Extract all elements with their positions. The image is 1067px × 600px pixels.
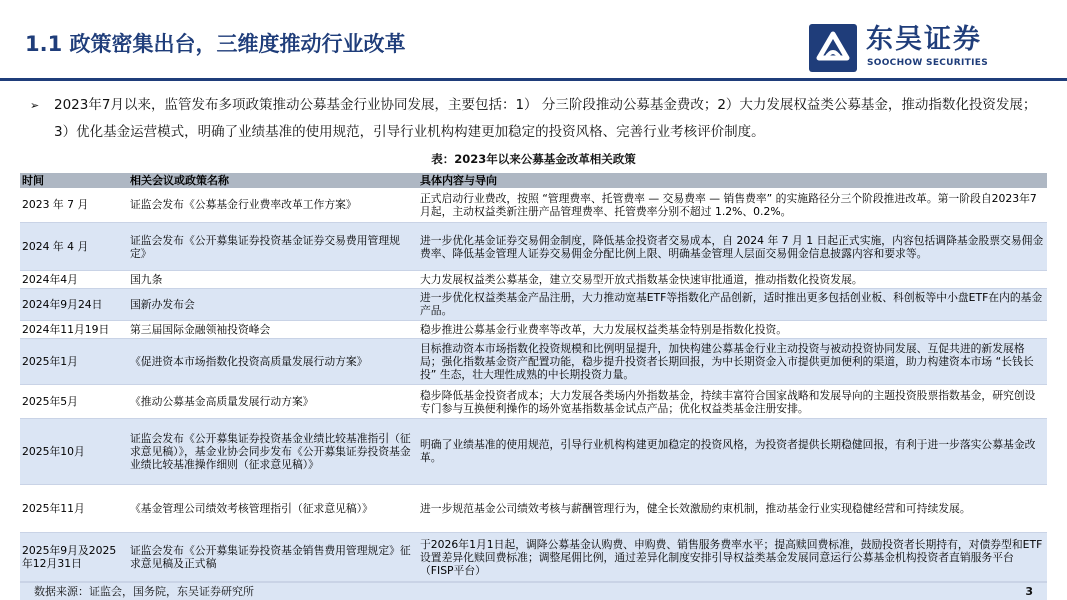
cell-content: 大力发展权益类公募基金，建立交易型开放式指数基金快速审批通道，推动指数化投资发展。 [418,271,1047,289]
page-title: 1.1 政策密集出台，三维度推动行业改革 [25,32,406,56]
cell-policy-name: 证监会发布《公开募集证券投资基金业绩比较基准指引（征求意见稿）》，基金业协会同步发布《公开募集证券投资基金业绩比较基准操作细则（征求意见稿）》 [128,419,418,484]
cell-content: 正式启动行业费改，按照 “管理费率、托管费率 — 交易费率 — 销售费率” 的实施路径分三个阶段推进改革。第一阶段自2023年7月起，主动权益类新注册产品管理费率、托管费率分别不超过 1.2%、0.2%。 [418,188,1047,222]
cell-content: 明确了业绩基准的使用规范，引导行业机构构建更加稳定的投资风格，为投资者提供长期稳健回报，有利于进一步落实公募基金改革。 [418,419,1047,484]
header-policy-name: 相关会议或政策名称 [128,173,418,188]
soochow-logo-icon [809,24,857,72]
cell-content: 于2026年1月1日起，调降公募基金认购费、申购费、销售服务费率水平；提高赎回费标准，鼓励投资者长期持有，对债券型和ETF设置差异化赎回费标准；调整尾佣比例，通过差异化制度安排引导权益类基金发展同意运行公募基金机构投资者直销服务平台（FISP平台） [418,533,1047,582]
cell-policy-name: 《基金管理公司绩效考核管理指引（征求意见稿）》 [128,484,418,533]
bullet-arrow-icon: ➢ [30,99,40,112]
cell-time: 2023 年 7 月 [20,188,128,222]
table-row [20,288,1047,320]
header-time: 时间 [20,173,128,188]
table-caption: 表：2023年以来公募基金改革相关政策 [431,152,636,166]
cell-time: 2025年5月 [20,385,128,419]
data-source: 数据来源：证监会，国务院，东吴证券研究所 [34,585,254,598]
cell-policy-name: 《推动公募基金高质量发展行动方案》 [128,385,418,419]
policy-table [20,173,1047,582]
cell-policy-name: 国新办发布会 [128,288,418,320]
table-row [20,271,1047,289]
cell-policy-name: 证监会发布《公募基金行业费率改革工作方案》 [128,188,418,222]
cell-content: 进一步规范基金公司绩效考核与薪酬管理行为，健全长效激励约束机制，推动基金行业实现稳健经营和可持续发展。 [418,484,1047,533]
cell-policy-name: 证监会发布《公开募集证券投资基金证券交易费用管理规定》 [128,222,418,271]
table-row [20,321,1047,339]
cell-time: 2024 年 4 月 [20,222,128,271]
table-row [20,419,1047,484]
table-row [20,533,1047,582]
cell-time: 2025年10月 [20,419,128,484]
cell-time: 2025年9月及2025年12月31日 [20,533,128,582]
page-number: 3 [1025,585,1033,598]
footer-bar [20,582,1047,600]
cell-content: 稳步推进公募基金行业费率等改革，大力发展权益类基金特别是指数化投资。 [418,321,1047,339]
cell-policy-name: 证监会发布《公开募集证券投资基金销售费用管理规定》征求意见稿及正式稿 [128,533,418,582]
cell-time: 2024年9月24日 [20,288,128,320]
cell-policy-name: 《促进资本市场指数化投资高质量发展行动方案》 [128,338,418,385]
summary-text: 2023年7月以来，监管发布多项政策推动公募基金行业协同发展，主要包括：1） 分三阶段推动公募基金费改；2）大力发展权益类公募基金，推动指数化投资发展；3）优化基金运营模式，明确了业绩基准的使用规范，引导行业机构构建更加稳定的投资风格、完善行业考核评价制度。 [54,97,1037,140]
cell-time: 2025年11月 [20,484,128,533]
table-row [20,385,1047,419]
header-divider [0,78,1067,81]
table-row [20,338,1047,385]
cell-time: 2024年11月19日 [20,321,128,339]
brand-name-en: SOOCHOW SECURITIES [867,58,988,68]
cell-content: 稳步降低基金投资者成本；大力发展各类场内外指数基金，持续丰富符合国家战略和发展导向的主题投资股票指数基金，研究创设专门参与互换便利操作的场外宽基指数基金试点产品；优化权益类基金注册安排。 [418,385,1047,419]
brand-block [809,24,1019,72]
cell-policy-name: 国九条 [128,271,418,289]
summary-paragraph [30,92,1050,146]
table-row [20,484,1047,533]
cell-content: 进一步优化基金证券交易佣金制度，降低基金投资者交易成本，自 2024 年 7 月 1 日起正式实施，内容包括调降基金股票交易佣金费率、降低基金管理人证券交易佣金分配比例上限、明确基金管理人层面交易佣金信息披露内容和要求等。 [418,222,1047,271]
cell-policy-name: 第三届国际金融领袖投资峰会 [128,321,418,339]
header-content: 具体内容与导向 [418,173,1047,188]
cell-time: 2025年1月 [20,338,128,385]
table-row [20,222,1047,271]
brand-name-cn: 东吴证券 [866,24,982,55]
table-header-row [20,173,1047,188]
cell-time: 2024年4月 [20,271,128,289]
cell-content: 进一步优化权益类基金产品注册，大力推动宽基ETF等指数化产品创新，适时推出更多包括创业板、科创板等中小盘ETF在内的基金产品。 [418,288,1047,320]
table-row [20,188,1047,222]
cell-content: 目标推动资本市场指数化投资规模和比例明显提升，加快构建公募基金行业主动投资与被动投资协同发展、互促共进的新发展格局；强化指数基金资产配置功能，稳步提升投资者长期回报，为中长期资金入市提供更加便利的渠道，助力构建资本市场 “长钱长投” 生态，壮大理性成熟的中长期投资力量。 [418,338,1047,385]
